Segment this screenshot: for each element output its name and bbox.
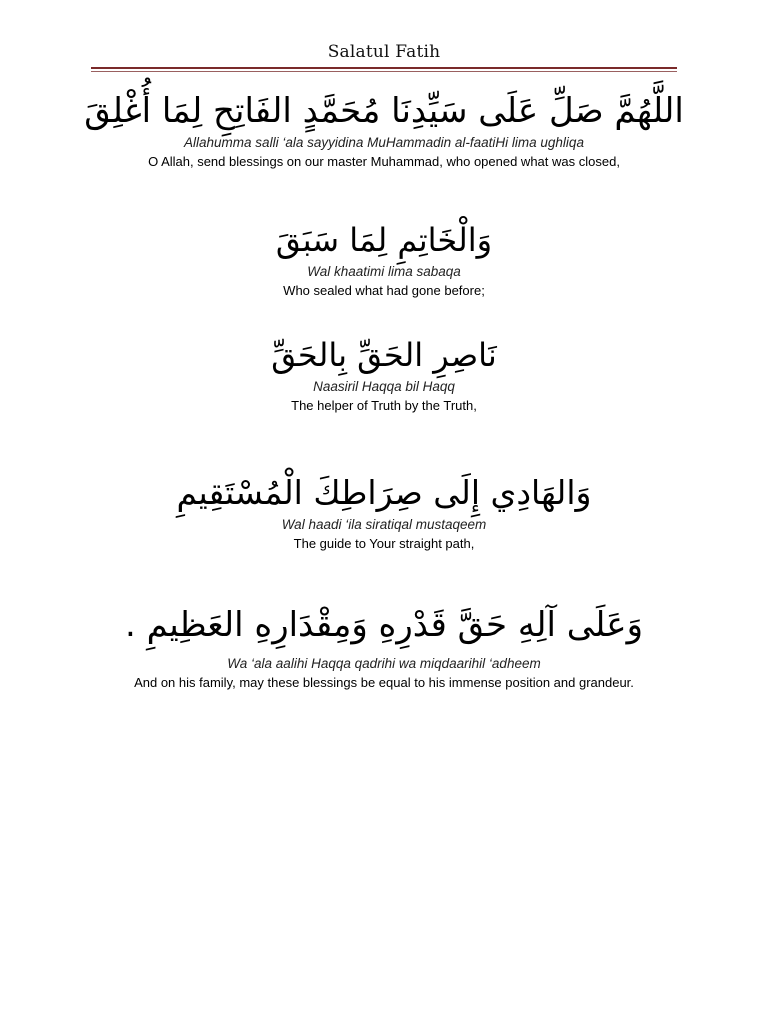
arabic-text: وَعَلَى آلِهِ حَقَّ قَدْرِهِ وَمِقْدَارِهِ العَظِيمِ . [124, 605, 644, 645]
verse-4 [0, 473, 768, 553]
verse-1 [0, 91, 768, 171]
transliteration: Wa ‘ala aalihi Haqqa qadrihi wa miqdaarihil ‘adheem [227, 656, 541, 671]
arabic-text: وَالْخَاتِمِ لِمَا سَبَقَ [275, 221, 493, 259]
verse-2 [0, 221, 768, 300]
transliteration: Wal haadi ‘ila siratiqal mustaqeem [281, 517, 487, 532]
arabic-text: وَالهَادِي إِلَى صِرَاطِكَ الْمُسْتَقِيمِ [176, 473, 592, 512]
page-title: Salatul Fatih [327, 42, 441, 62]
transliteration: Allahumma salli ‘ala sayyidina MuHammadin al-faatiHi lima ughliqa [184, 135, 584, 150]
transliteration: Wal khaatimi lima sabaqa [307, 264, 461, 279]
title-divider-thin [91, 71, 677, 72]
verse-5 [0, 605, 768, 692]
translation: The helper of Truth by the Truth, [291, 398, 477, 414]
translation: Who sealed what had gone before; [283, 283, 485, 299]
translation: And on his family, may these blessings be equal to his immense position and grandeur. [134, 675, 634, 691]
translation: O Allah, send blessings on our master Muhammad, who opened what was closed, [148, 154, 620, 170]
arabic-text: اللَّهُمَّ صَلِّ عَلَى سَيِّدِنَا مُحَمَّدٍ الفَاتِحِ لِمَا أُغْلِقَ [84, 91, 684, 131]
verse-3 [0, 336, 768, 415]
transliteration: Naasiril Haqqa bil Haqq [313, 379, 455, 394]
translation: The guide to Your straight path, [293, 536, 475, 552]
title-divider [91, 67, 677, 69]
arabic-text: نَاصِرِ الحَقِّ بِالحَقِّ [271, 336, 497, 374]
